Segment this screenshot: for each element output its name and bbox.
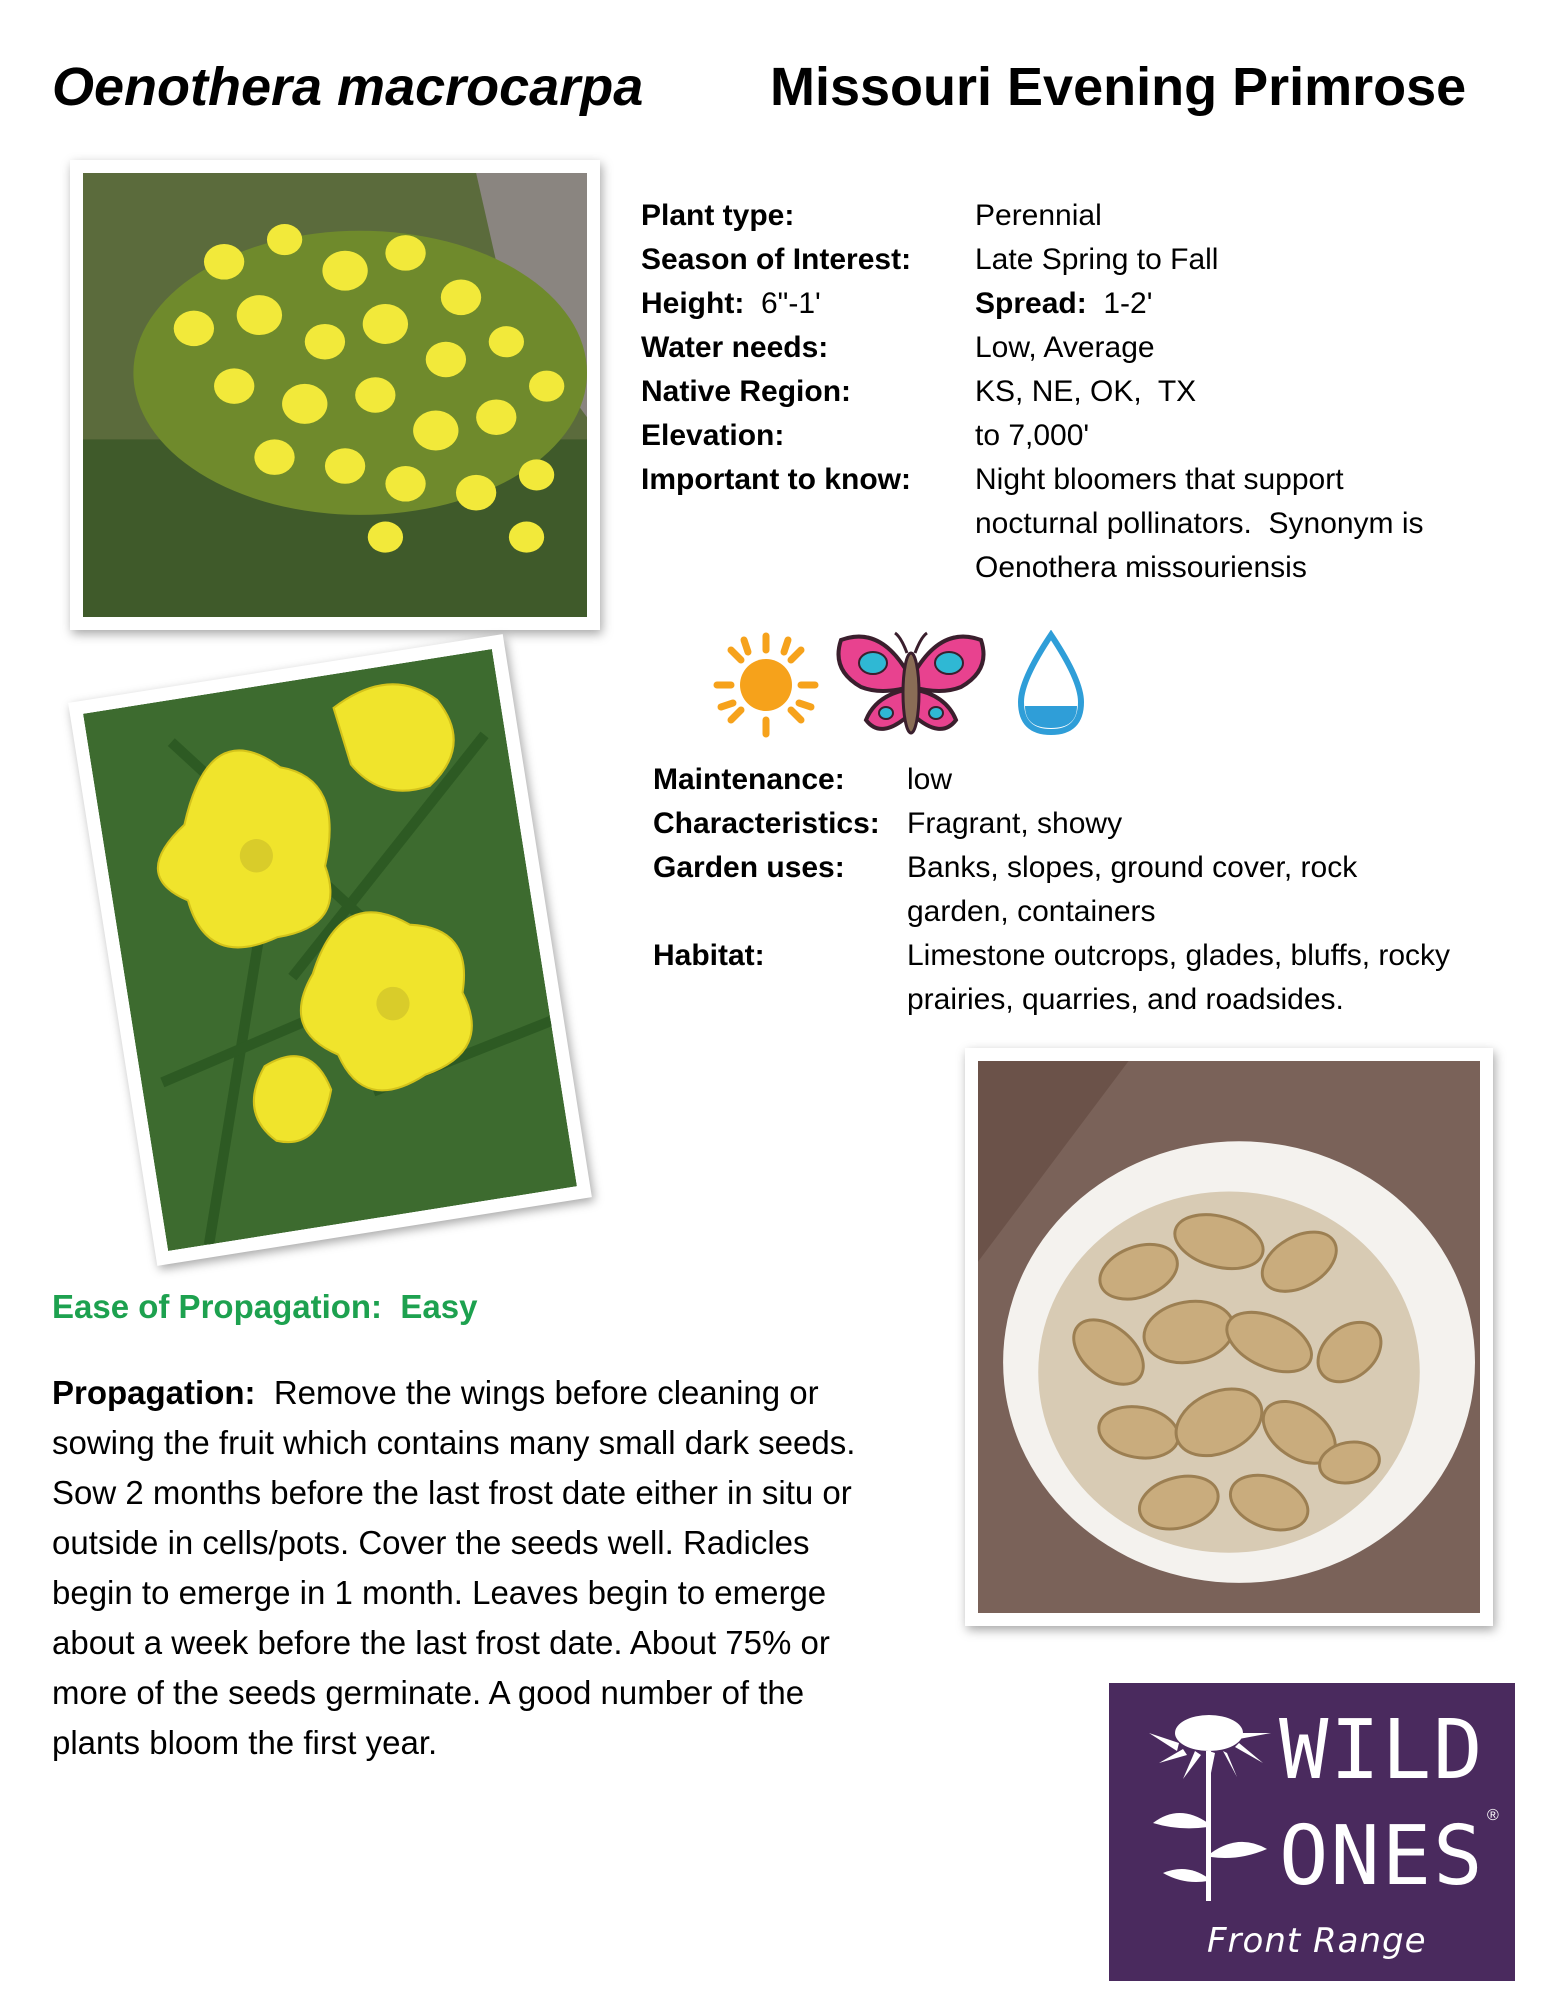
logo-wordmark-wild: WILD — [1279, 1703, 1485, 1798]
fact-water — [641, 326, 1495, 370]
fact-plant-type — [641, 194, 1495, 238]
fact-value: Night bloomers that support nocturnal pollinators. Synonym is Oenothera missouriensis — [975, 463, 1432, 584]
logo-subtitle: Front Range — [1207, 1921, 1427, 1961]
propagation-text — [52, 1368, 892, 1768]
fact-maintenance — [653, 758, 1517, 802]
plant-facts-top — [641, 194, 1495, 590]
icons-row — [711, 625, 1096, 745]
wild-ones-logo — [1109, 1683, 1515, 1981]
common-name: Missouri Evening Primrose — [770, 57, 1467, 117]
fact-characteristics — [653, 802, 1517, 846]
fact-label: Maintenance: — [653, 763, 845, 796]
propagation-body: Remove the wings before cleaning or sowing the fruit which contains many small dark seeds. Sow 2 months before the last frost date either in situ or outside in cells/pots. Cover the seeds well. Radicles begin to emerge in 1 month. Leaves begin to emerge about a week before the last frost date. About 75% or more of the seeds germinate. A good number of the plants bloom the first year. — [52, 1374, 874, 1761]
fact-label: Season of Interest: — [641, 243, 912, 276]
fact-value: low — [907, 763, 953, 796]
fact-value: Perennial — [975, 199, 1102, 232]
fact-habitat — [653, 934, 1517, 1022]
fact-value: Limestone outcrops, glades, bluffs, rocky prairies, quarries, and roadsides. — [907, 939, 1451, 1016]
plant-facts-mid — [653, 758, 1517, 1022]
fact-spread — [975, 282, 1495, 326]
photo-flower-closeup — [68, 634, 592, 1266]
fact-label: Habitat: — [653, 939, 765, 972]
fact-height-spread — [641, 282, 1495, 326]
fact-season — [641, 238, 1495, 282]
fact-value: to 7,000' — [975, 419, 1090, 452]
coneflower-logo-icon — [1139, 1703, 1279, 1903]
fact-label: Water needs: — [641, 331, 829, 364]
fact-value: Banks, slopes, ground cover, rock garden, containers — [907, 851, 1358, 928]
butterfly-icon — [831, 625, 991, 745]
fact-label: Plant type: — [641, 199, 795, 232]
ease-of-propagation: Ease of Propagation: Easy — [52, 1288, 478, 1325]
fact-important — [641, 458, 1495, 590]
fact-label: Spread: — [975, 287, 1087, 320]
propagation-label: Propagation: — [52, 1374, 256, 1411]
fact-label: Native Region: — [641, 375, 852, 408]
fact-value: KS, NE, OK, TX — [975, 375, 1197, 408]
fact-value: 1-2' — [1103, 287, 1153, 320]
fact-value: Fragrant, showy — [907, 807, 1123, 840]
fact-value: Low, Average — [975, 331, 1155, 364]
fact-value: 6"-1' — [761, 287, 821, 320]
sun-icon — [711, 630, 821, 740]
photo-plant-clump — [70, 160, 600, 630]
logo-wordmark-ones: ONES — [1279, 1809, 1485, 1904]
photo-seed-pods — [965, 1048, 1493, 1626]
fact-label: Important to know: — [641, 463, 911, 496]
fact-label: Elevation: — [641, 419, 785, 452]
fact-elevation — [641, 414, 1495, 458]
fact-garden-uses — [653, 846, 1517, 934]
logo-registered-mark: ® — [1487, 1807, 1499, 1824]
fact-region — [641, 370, 1495, 414]
fact-height — [641, 282, 975, 326]
water-drop-icon — [1011, 630, 1091, 740]
fact-value: Late Spring to Fall — [975, 243, 1219, 276]
fact-label: Height: — [641, 287, 745, 320]
fact-label: Garden uses: — [653, 851, 845, 884]
fact-label: Characteristics: — [653, 807, 880, 840]
scientific-name: Oenothera macrocarpa — [52, 57, 644, 117]
